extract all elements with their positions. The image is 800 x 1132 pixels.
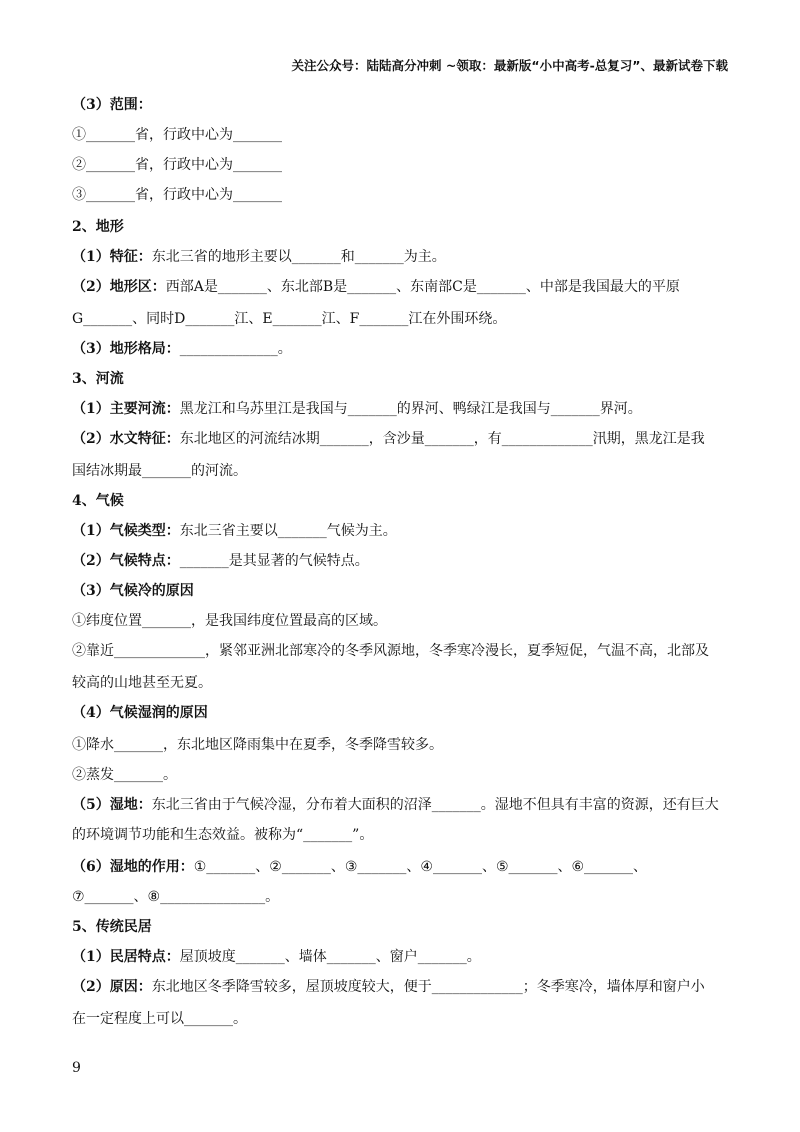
line-bold: （6）湿地的作用：: [72, 859, 194, 875]
line-text: ①纬度位置_______，是我国纬度位置最高的区域。: [72, 613, 387, 629]
line-bold: （2）水文特征：: [72, 431, 180, 447]
line-text: 东北三省由于气候冷湿，分布着大面积的沼泽_______。湿地不但具有丰富的资源，还有巨大: [151, 797, 719, 813]
doc-line: [72, 246, 446, 268]
line-bold: （2）气候特点：: [72, 553, 180, 569]
doc-line: [72, 1008, 247, 1030]
line-bold: （3）地形格局：: [72, 341, 180, 357]
line-text: ③_______省，行政中心为_______: [72, 187, 282, 203]
doc-line: [72, 398, 642, 420]
line-bold: （1）气候类型：: [72, 523, 180, 539]
line-text: ①_______、②_______、③_______、④_______、⑤_______、⑥_______、: [193, 859, 648, 875]
line-bold: （5）湿地：: [72, 797, 152, 813]
line-bold: 4、气候: [72, 493, 124, 509]
line-text: ②蒸发_______。: [72, 767, 177, 783]
doc-line: [72, 490, 124, 512]
line-bold: 2、地形: [72, 219, 124, 235]
line-bold: （4）气候湿润的原因: [72, 705, 208, 721]
doc-line: [72, 856, 647, 878]
doc-line: [72, 764, 177, 786]
doc-line: [72, 640, 709, 662]
doc-line: [72, 94, 152, 116]
line-text: ⑦_______、⑧_______________。: [72, 889, 280, 905]
doc-line: [72, 154, 282, 176]
line-bold: （2）地形区：: [72, 279, 166, 295]
doc-line: [72, 368, 124, 390]
line-bold: （1）主要河流：: [72, 401, 180, 417]
line-text: 国结冰期最_______的河流。: [72, 463, 247, 479]
doc-line: [72, 794, 719, 816]
doc-line: [72, 550, 369, 572]
line-text: 黑龙江和乌苏里江是我国与_______的界河、鸭绿江是我国与_______界河。: [179, 401, 642, 417]
line-text: 东北三省的地形主要以_______和_______为主。: [151, 249, 446, 265]
line-text: 东北地区的河流结冰期_______，含沙量_______，有_____________汛期，黑龙江是我: [179, 431, 705, 447]
doc-line: [72, 886, 279, 908]
line-text: ②靠近_____________，紧邻亚洲北部寒冷的冬季风源地，冬季寒冷漫长，夏季短促，气温不高，北部及: [72, 643, 709, 659]
line-text: ①降水_______，东北地区降雨集中在夏季，冬季降雪较多。: [72, 737, 443, 753]
line-bold: （1）特征：: [72, 249, 152, 265]
doc-line: [72, 916, 152, 938]
doc-line: [72, 824, 373, 846]
doc-line: [72, 946, 481, 968]
line-text: ②_______省，行政中心为_______: [72, 157, 282, 173]
doc-line: [72, 580, 194, 602]
line-bold: 5、传统民居: [72, 919, 152, 935]
line-text: ①_______省，行政中心为_______: [72, 127, 282, 143]
line-bold: （2）原因：: [72, 979, 152, 995]
line-bold: （3）范围：: [72, 97, 152, 113]
doc-line: [72, 672, 212, 694]
line-text: 较高的山地甚至无夏。: [72, 675, 212, 691]
line-text: 屋顶坡度_______、墙体_______、窗户_______。: [179, 949, 481, 965]
doc-line: [72, 338, 292, 360]
line-text: ______________。: [179, 341, 292, 357]
doc-line: [72, 734, 443, 756]
doc-line: [72, 216, 124, 238]
line-text: 西部A是_______、东北部B是_______、东南部C是_______、中部是我国最大的平原: [165, 279, 680, 295]
line-bold: （3）气候冷的原因: [72, 583, 194, 599]
line-text: 在一定程度上可以_______。: [72, 1011, 247, 1027]
line-bold: 3、河流: [72, 371, 124, 387]
doc-line: [72, 124, 282, 146]
page-header: 关注公众号：陆陆高分冲刺 ~领取：最新版“小中高考-总复习”、最新试卷下载: [291, 58, 728, 73]
line-text: G_______、同时D_______江、E_______江、F_______江在外围环绕。: [72, 311, 507, 327]
doc-line: [72, 276, 680, 298]
line-text: 东北地区冬季降雪较多，屋顶坡度较大，便于_____________；冬季寒冷，墙体厚和窗户小: [151, 979, 705, 995]
doc-line: [72, 702, 208, 724]
page-number: 9: [72, 1060, 81, 1076]
doc-line: [72, 976, 705, 998]
line-text: _______是其显著的气候特点。: [179, 553, 369, 569]
doc-line: [72, 520, 397, 542]
line-bold: （1）民居特点：: [72, 949, 180, 965]
doc-line: [72, 428, 705, 450]
doc-line: [72, 610, 387, 632]
doc-line: [72, 184, 282, 206]
line-text: 的环境调节功能和生态效益。被称为“_______”。: [72, 827, 374, 843]
doc-line: [72, 308, 506, 330]
line-text: 东北三省主要以_______气候为主。: [179, 523, 397, 539]
doc-line: [72, 460, 247, 482]
